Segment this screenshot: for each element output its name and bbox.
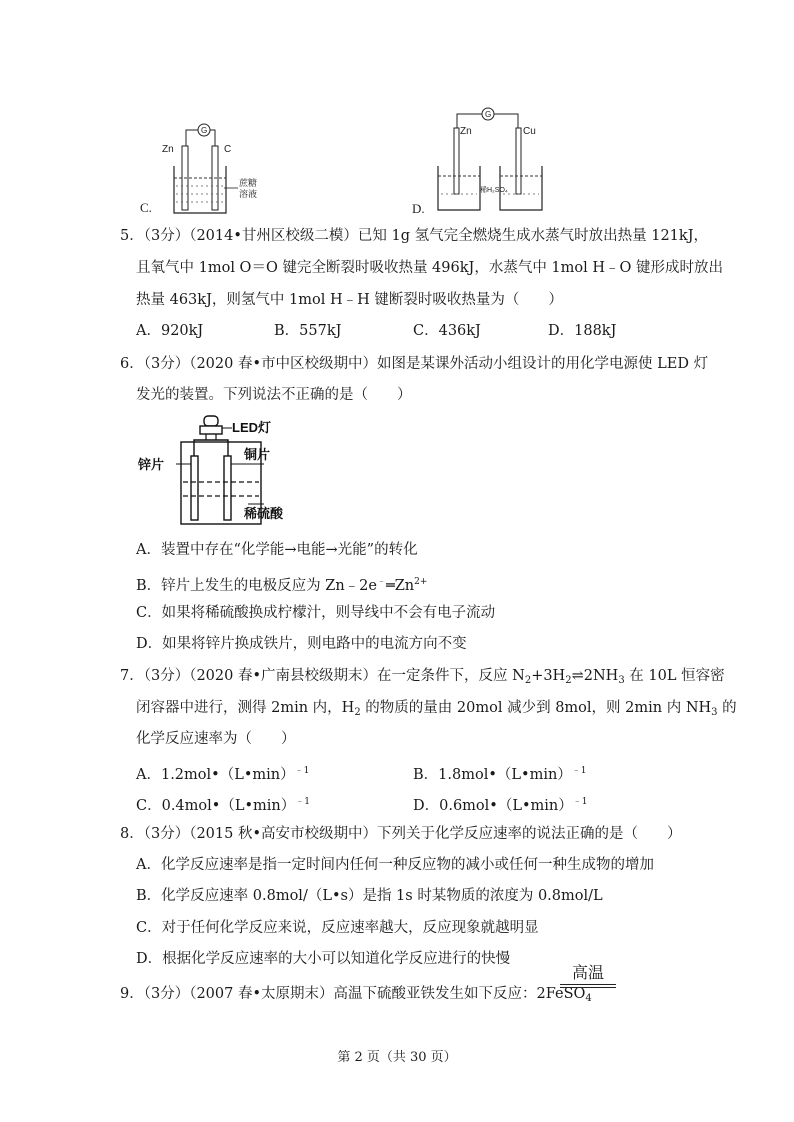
figure-c-sugar-solution-cell — [136, 118, 296, 218]
dilute-sulfuric-acid-label: 稀硫酸 — [244, 506, 284, 521]
q5-option-c: C．436kJ — [413, 323, 481, 339]
copper-plate — [224, 456, 231, 520]
q5-stem-line-3: 热量 463kJ，则氢气中 1mol H﹣H 键断裂时吸收热量为（ ） — [136, 292, 563, 308]
sugar-solution-label: 蔗糖 — [239, 178, 258, 188]
zinc-plate — [191, 456, 198, 520]
zinc-label: 锌片 — [138, 457, 165, 472]
zn-electrode — [454, 128, 459, 194]
svg-text:溶液: 溶液 — [239, 189, 258, 199]
q8-option-c: C．对于任何化学反应来说，反应速率越大，反应现象就越明显 — [136, 920, 539, 936]
figure-led-cell — [136, 412, 286, 532]
led-label: LED灯 — [232, 420, 272, 435]
q8-option-a: A．化学反应速率是指一定时间内任何一种反应物的减小或任何一种生成物的增加 — [136, 857, 654, 873]
q5-option-a: A．920kJ — [136, 323, 204, 339]
q7-stem-line-1: 7．（3分）（2020 春•广南县校级期末）在一定条件下，反应 $N_2+3H_2\rightleftharpoons 2NH_3$ 在 10L 恒容密 — [120, 668, 725, 686]
zn-label: Zn — [162, 144, 174, 155]
copper-label: 铜片 — [244, 447, 271, 462]
q5-stem-line-2: 且氧气中 1mol O＝O 键完全断裂时吸收热量 496kJ，水蒸气中 1mol H﹣O 键形成时放出 — [136, 260, 724, 276]
led-bulb-icon — [204, 416, 218, 426]
q6-stem-line-2: 发光的装置。下列说法不正确的是（ ） — [136, 387, 412, 403]
q7-stem-line-3: 化学反应速率为（ ） — [136, 731, 296, 747]
zn-label: Zn — [460, 126, 472, 137]
q7-option-b: B．1.8mol•（L•min）$^{﹣1}$ — [413, 766, 587, 783]
figure-d-two-beaker-cell — [410, 104, 570, 220]
galvanic-cell-c-diagram — [136, 118, 296, 218]
c-label: C — [224, 144, 232, 155]
q7-stem-line-2: 闭容器中进行，测得 2min 内，$H_2$ 的物质的量由 20mol 减少到 8mol，则 2min 内 $NH_3$ 的 — [136, 700, 737, 718]
q5-option-d: D．188kJ — [548, 323, 617, 339]
q6-option-a: A．装置中存在“化学能→电能→光能”的转化 — [136, 542, 418, 558]
reaction-condition: 高温 — [560, 964, 616, 988]
svg-text:G: G — [201, 126, 208, 135]
q7-option-a: A．1.2mol•（L•min）$^{﹣1}$ — [136, 766, 310, 783]
q5-option-b: B．557kJ — [274, 323, 342, 339]
q5-stem-line-1: 5．（3分）（2014•甘州区校级二模）已知 1g 氢气完全燃烧生成水蒸气时放出热量 121kJ， — [120, 228, 709, 244]
option-c-letter: C. — [140, 200, 152, 215]
led-cell-diagram — [136, 412, 286, 532]
q6-option-d: D．如果将锌片换成铁片，则电路中的电流方向不变 — [136, 636, 467, 652]
q7-option-c: C．0.4mol•（L•min）$^{﹣1}$ — [136, 797, 310, 814]
page-number-footer: 第 2 页（共 30 页） — [337, 1050, 457, 1065]
galvanic-cell-d-diagram — [410, 104, 570, 220]
q8-stem-line-1: 8．（3分）（2015 秋•高安市校级期中）下列关于化学反应速率的说法正确的是（ ） — [120, 826, 682, 842]
q8-option-d: D．根据化学反应速率的大小可以知道化学反应进行的快慢 — [136, 951, 511, 967]
q7-option-d: D．0.6mol•（L•min）$^{﹣1}$ — [413, 797, 588, 814]
option-d-letter: D. — [412, 201, 425, 216]
q6-option-c: C．如果将稀硫酸换成柠檬汁，则导线中不会有电子流动 — [136, 605, 496, 621]
dilute-sulfuric-acid-label: 稀H₂SO₄ — [480, 187, 508, 194]
q9-stem-line-1: 9．（3分）（2007 春•太原期末）高温下硫酸亚铁发生如下反应：2FeSO$_4$ — [120, 986, 592, 1004]
svg-text:G: G — [485, 110, 492, 119]
q6-option-b: B．锌片上发生的电极反应为 $Zn﹣2e^﹣═Zn^{2+}$ — [136, 577, 428, 594]
q6-stem-line-1: 6．（3分）（2020 春•市中区校级期中）如图是某课外活动小组设计的用化学电源使 LED 灯 — [120, 356, 709, 372]
cu-electrode — [516, 128, 521, 194]
cu-label: Cu — [523, 126, 536, 137]
q8-option-b: B．化学反应速率 0.8mol/（L•s）是指 1s 时某物质的浓度为 0.8mol/L — [136, 888, 603, 904]
